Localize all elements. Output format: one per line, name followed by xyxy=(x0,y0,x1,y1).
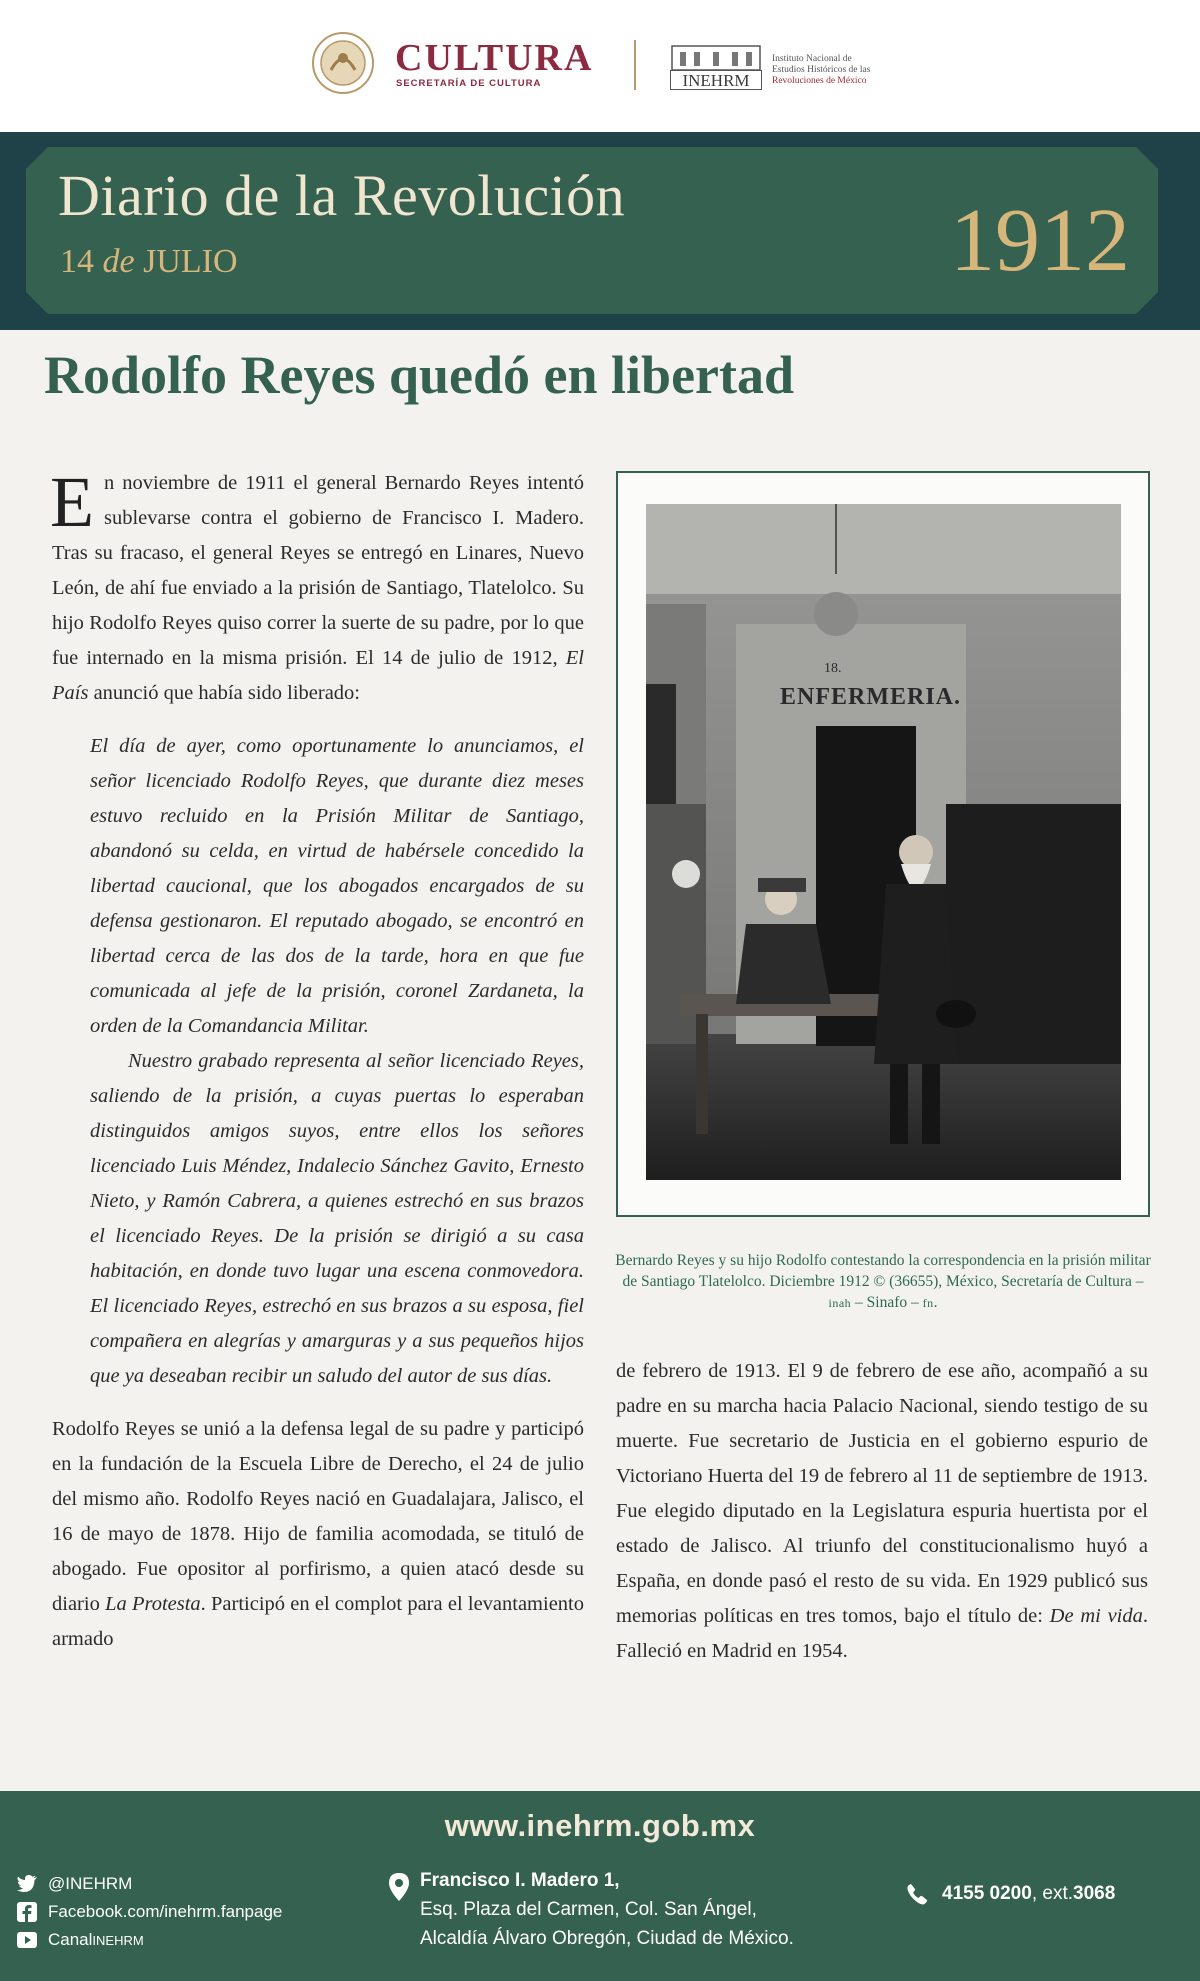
address-line-2: Esq. Plaza del Carmen, Col. San Ángel, xyxy=(420,1899,757,1920)
footer-phone[interactable] xyxy=(906,1883,1115,1905)
caption-text-end: . xyxy=(933,1294,938,1311)
inehrm-logo-name xyxy=(772,54,870,87)
caption-text: Bernardo Reyes y su hijo Rodolfo contestando la correspondencia en la prisión militar de Santiago Tlatelolco. Diciembre 1912 © (36655), México, Secretaría de Cultura – xyxy=(615,1252,1151,1290)
continuation-text-end: . Falleció en Madrid en 1954. xyxy=(616,1605,1148,1662)
continuation-text: de febrero de 1913. El 9 de febrero de ese año, acompañó a su padre en su marcha hacia Palacio Nacional, siendo testigo de su muerte. Fue secretario de Justicia en el gobierno espurio de Victoriano Huerta del 19 de febrero al 11 de septiembre de 1913. Fue elegido diputado en la Legislatura espuria huertista por el estado de Jalisco. Al triunfo del constitucionalismo huyó a España, en donde pasó el resto de su vida. En 1929 publicó sus memorias políticas en tres tomos, bajo el título de: xyxy=(616,1360,1148,1627)
address-line-1: Francisco I. Madero 1, xyxy=(420,1870,620,1891)
photo-sign-number: 18. xyxy=(824,661,842,676)
cultura-logo-subtitle: SECRETARÍA DE CULTURA xyxy=(396,78,542,89)
social-links xyxy=(16,1870,282,1954)
photo-sign-text: ENFERMERIA. xyxy=(780,684,962,710)
caption-fn: fn xyxy=(922,1296,934,1310)
twitter-link[interactable] xyxy=(16,1870,282,1898)
website-link[interactable]: www.inehrm.gob.mx xyxy=(444,1808,756,1843)
youtube-channel: INEHRM xyxy=(92,1932,144,1948)
twitter-handle: @INEHRM xyxy=(48,1874,133,1893)
logo-divider xyxy=(634,40,636,90)
phone-icon xyxy=(906,1883,928,1905)
facebook-icon xyxy=(16,1902,38,1922)
drop-cap: E xyxy=(50,462,94,542)
body-text-end: . Participó en el complot para el levantamiento armado xyxy=(52,1593,584,1650)
location-pin-icon xyxy=(388,1872,410,1902)
phone-ext-label: , ext. xyxy=(1031,1883,1074,1904)
article-quote-1: El día de ayer, como oportunamente lo anunciamos, el señor licenciado Rodolfo Reyes, que durante diez meses estuvo recluido en la Prisión Militar de Santiago, abandonó su celda, en virtud de habérsele concedido la libertad caucional, que los abogados encargados de su defensa gestionaron. El reputado abogado, se encontró en libertad cerca de las dos de la tarde, hora en que fue comunicada al jefe de la prisión, coronel Zardaneta, la orden de la Comandancia Militar. xyxy=(90,735,584,1037)
youtube-icon xyxy=(16,1930,38,1950)
top-logo-bar xyxy=(0,0,1200,132)
article-right-column xyxy=(616,1354,1148,1669)
banner-title: Diario de la Revolución xyxy=(58,163,626,228)
inehrm-logo-abbr: INEHRM xyxy=(670,70,762,90)
cultura-logo-title: CULTURA xyxy=(395,37,594,79)
youtube-label: Canal xyxy=(48,1930,93,1949)
youtube-link[interactable] xyxy=(16,1926,282,1954)
phone-number: 4155 0200 xyxy=(942,1883,1032,1904)
facebook-page: Facebook.com/inehrm.fanpage xyxy=(48,1902,283,1921)
article-intro xyxy=(50,462,584,711)
quote-2-text: Nuestro grabado representa al señor licenciado Reyes, saliendo de la prisión, a cuyas puertas lo esperaban distinguidos amigos suyos, entre ellos los señores licenciado Luis Méndez, Indalecio Sánchez Gavito, Ernesto Nieto, y Ramón Cabrera, a quienes estrechó en sus brazos el licenciado Reyes. De la prisión se dirigió a su casa habitación, en donde tuvo lugar una escena conmovedora. El licenciado Reyes, estrechó en sus brazos a su esposa, fiel compañera en alegrías y amarguras y a sus pequeños hijos que ya deseaban recibir un saludo del autor de sus días. xyxy=(90,1050,584,1387)
inehrm-name-line: Estudios Históricos de las xyxy=(772,65,871,75)
banner-month: JULIO xyxy=(143,243,238,280)
address-line-3: Alcaldía Álvaro Obregón, Ciudad de México. xyxy=(420,1928,794,1949)
diario-name: La Protesta xyxy=(105,1593,201,1615)
facebook-link[interactable] xyxy=(16,1898,282,1926)
intro-text: n noviembre de 1911 el general Bernardo Reyes intentó sublevarse contra el gobierno de Francisco I. Madero. Tras su fracaso, el general Reyes se entregó en Linares, Nuevo León, de ahí fue enviado a la prisión de Santiago, Tlatelolco. Su hijo Rodolfo Reyes quiso correr la suerte de su padre, por lo que fue internado en la misma prisión. El 14 de julio de 1912, xyxy=(52,472,584,669)
banner-year: 1912 xyxy=(950,191,1130,290)
photo-illustration xyxy=(646,504,1121,1180)
body-text: Rodolfo Reyes se unió a la defensa legal de su padre y participó en la fundación de la Escuela Libre de Derecho, el 24 de julio del mismo año. Rodolfo Reyes nació en Guadalajara, Jalisco, el 16 de mayo de 1878. Hijo de familia acomodada, se tituló de abogado. Fue opositor al porfirismo, a quien atacó desde su diario xyxy=(52,1418,584,1615)
newspaper-name: El País xyxy=(52,647,584,704)
banner-date xyxy=(60,243,238,281)
article-continuation xyxy=(616,1354,1148,1669)
caption-text-mid: – Sinafo – xyxy=(851,1294,923,1311)
photo-caption xyxy=(612,1250,1154,1314)
mexico-seal-icon xyxy=(307,30,379,96)
article-body xyxy=(52,1412,584,1657)
intro-text-end: anunció que había sido liberado: xyxy=(88,682,360,704)
twitter-icon xyxy=(16,1874,38,1894)
article-quote-2 xyxy=(90,1044,584,1394)
caption-inah: inah xyxy=(828,1296,852,1310)
banner-de: de xyxy=(102,243,135,280)
footer-address xyxy=(388,1866,794,1953)
article-headline: Rodolfo Reyes quedó en libertad xyxy=(44,345,795,405)
historical-photo xyxy=(646,504,1121,1180)
inehrm-name-line: Instituto Nacional de xyxy=(772,54,852,64)
inehrm-name-line: Revoluciones de México xyxy=(772,76,867,86)
memoir-title: De mi vida xyxy=(1049,1605,1143,1627)
phone-ext: 3068 xyxy=(1073,1883,1116,1904)
article-left-column xyxy=(50,462,584,1657)
banner-day: 14 xyxy=(60,243,94,280)
